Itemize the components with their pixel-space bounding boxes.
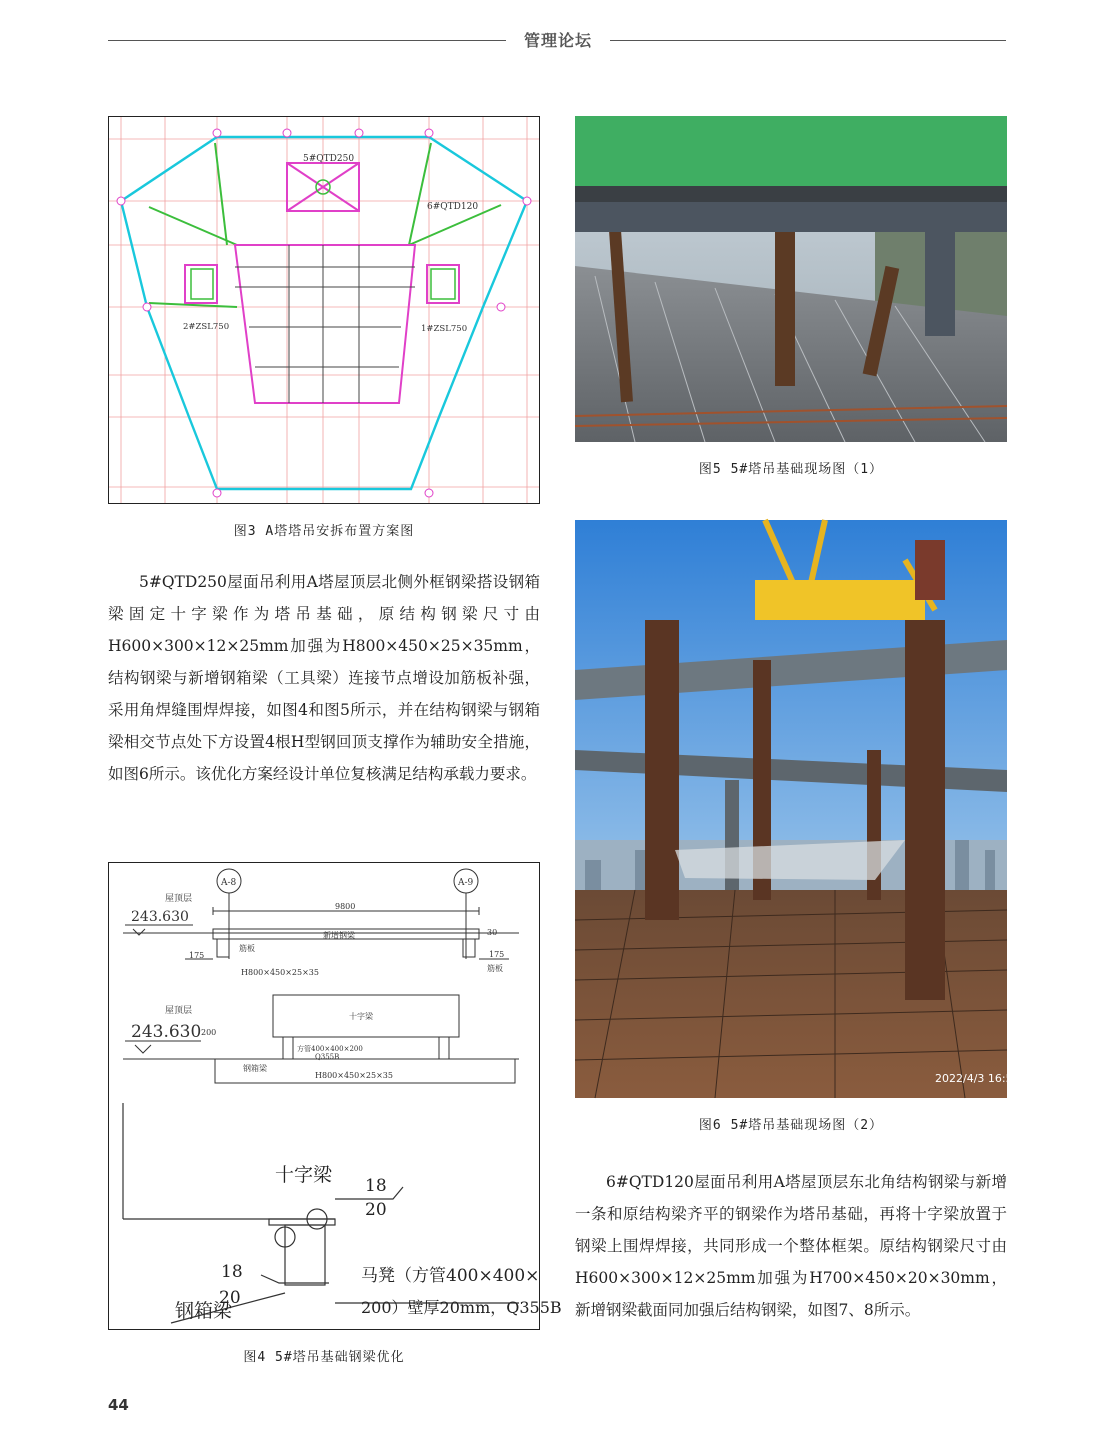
fig3-label-crane6: 6#QTD120 [427,202,479,212]
figure-4-drawing [108,862,562,1330]
journal-header [108,26,1006,56]
fig4-elev-1: 243.630 [131,909,189,925]
fig4-elev-2: 243.630 [131,1022,202,1042]
section-title: 管理论坛 [523,31,592,50]
fig3-label-zsl1: 1#ZSL750 [421,324,468,334]
fig4-weld-20b: 20 [219,1288,241,1308]
page-number: 44 [108,1396,129,1414]
fig4-axis-a8: A-8 [221,878,237,888]
fig4-stool-line1: 马凳（方管400×400× [361,1266,540,1286]
fig4-cross-beam: 十字梁 [275,1164,333,1186]
fig3-label-zsl2: 2#ZSL750 [183,322,230,332]
paragraph-right: 6#QTD120屋面吊利用A塔屋顶层东北角结构钢梁与新增一条和原结构梁齐平的钢梁作为塔吊基础，再将十字梁放置于钢梁上围焊焊接，共同形成一个整体框架。原结构钢梁尺寸由H600×300×12×25mm加强为H700×450×20×30mm，新增钢梁截面同加强后结构钢梁，如图7、8所示。 [575,1173,1007,1319]
fig4-rib-1: 筋板 [239,944,255,953]
header-rule-right [610,40,1006,41]
fig4-grade: Q355B [315,1053,340,1061]
fig4-weld-18b: 18 [221,1262,243,1282]
paragraph-left: 5#QTD250屋面吊利用A塔屋顶层北侧外框钢梁搭设钢箱梁固定十字梁作为塔吊基础，原结构钢梁尺寸由H600×300×12×25mm加强为H800×450×25×35mm，结构钢梁与新增钢箱梁（工具梁）连接节点增设加筋板补强，采用角焊缝围焊焊接，如图4和图5所示，并在结构钢梁与钢箱梁相交节点处下方设置4根H型钢回顶支撑作为辅助安全措施，如图6所示。该优化方案经设计单位复核满足结构承载力要求。 [108,573,540,783]
fig4-h-section-2: H800×450×25×35 [315,1071,393,1080]
fig4-dim-30: 30 [487,928,498,937]
fig4-dim-175a: 175 [189,951,205,960]
figure-3-drawing [108,116,540,504]
left-column-text [108,566,540,790]
figure-6-caption: 图6 5#塔吊基础现场图（2） [698,1118,884,1133]
fig4-h-section-1: H800×450×25×35 [241,968,319,977]
fig4-roof-label-1: 屋顶层 [165,894,193,904]
fig3-label-crane5: 5#QTD250 [303,154,355,164]
fig4-weld-20a: 20 [365,1200,387,1220]
fig4-stool-line2: 200）壁厚20mm，Q355B [361,1298,562,1317]
fig4-weld-18a: 18 [365,1176,387,1196]
header-rule-left [108,40,506,41]
right-column-text [575,1166,1007,1326]
fig4-cross-beam-small: 十字梁 [349,1012,373,1021]
figure-5-caption: 图5 5#塔吊基础现场图（1） [698,462,884,477]
figure-3-caption: 图3 A塔塔吊安拆布置方案图 [233,524,415,539]
fig4-new-beam: 新增钢梁 [323,931,355,940]
figure-5-photo [575,116,1007,442]
figure-6-photo [575,520,1020,1098]
fig4-box-beam: 钢箱梁 [175,1300,233,1322]
fig4-dim-175b: 175 [489,950,505,959]
fig4-box-beam-small: 钢箱梁 [243,1064,267,1073]
fig4-tube: 方管400×400×200 [297,1045,363,1053]
fig4-dim-200: 200 [201,1028,217,1037]
figure-4-caption: 图4 5#塔吊基础钢梁优化 [243,1350,405,1365]
fig4-rib-2: 筋板 [487,964,503,973]
fig4-axis-a9: A-9 [458,878,474,888]
fig4-span: 9800 [335,902,356,911]
fig4-roof-label-2: 屋顶层 [165,1006,193,1016]
photo-timestamp: 2022/4/3 16:55 [935,1072,1020,1085]
